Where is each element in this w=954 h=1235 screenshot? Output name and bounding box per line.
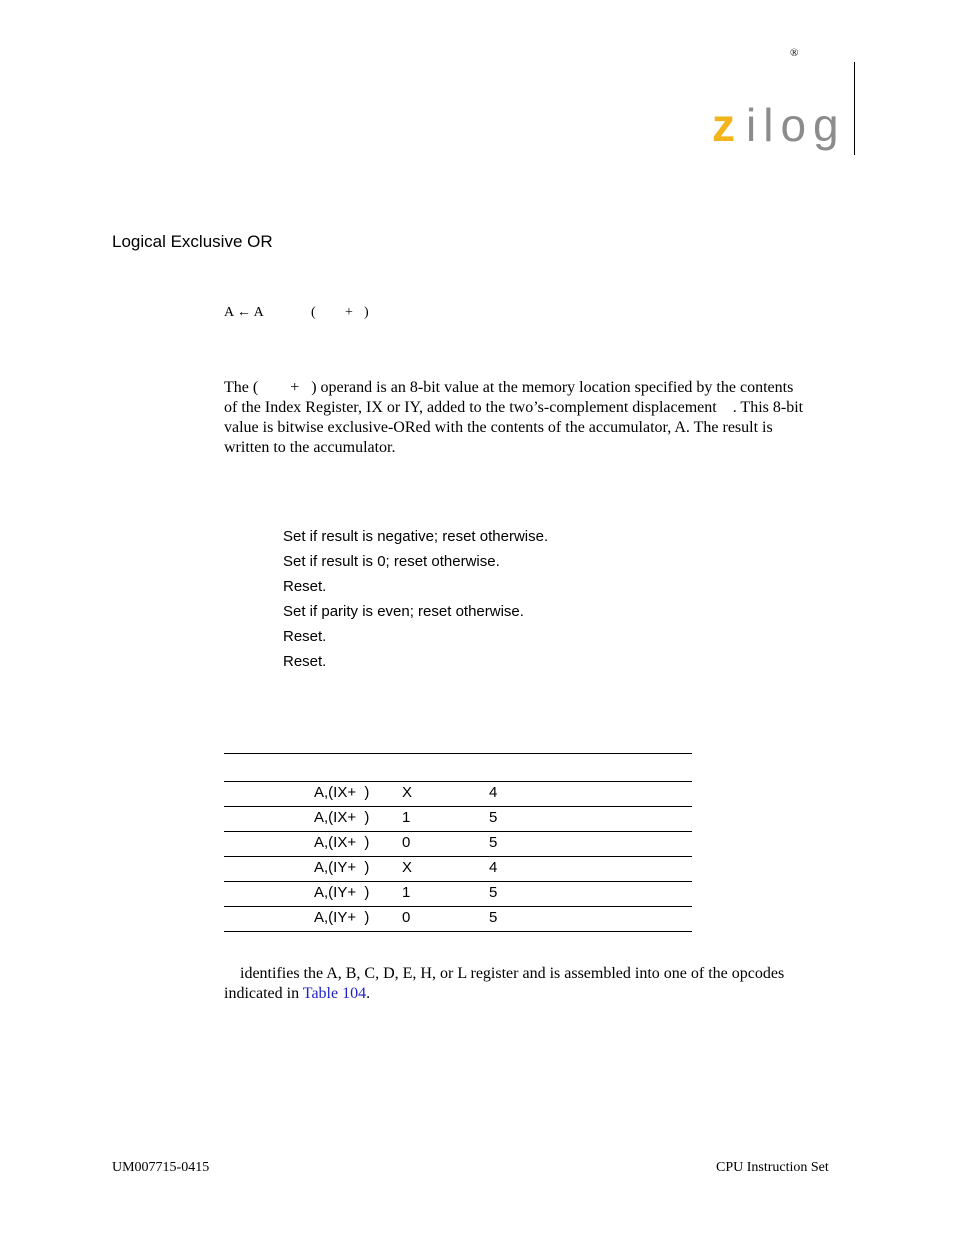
table-row-rule (224, 806, 692, 807)
table-row-rule (224, 906, 692, 907)
description-line: The ( + ) operand is an 8-bit value at the memory location specified by the contents (224, 379, 794, 396)
table-row-rule (224, 856, 692, 857)
zilog-logo (712, 104, 848, 160)
description-line: value is bitwise exclusive-ORed with the contents of the accumulator, A. The result is (224, 419, 773, 436)
table-top-rule (224, 753, 692, 754)
table-cell: 0 (402, 834, 411, 851)
operand-cell: A,(IY+ ) (314, 909, 370, 926)
description-line: of the Index Register, IX or IY, added to the two’s-complement displacement . This 8-bit (224, 399, 804, 416)
operation-lhs: A ← A (224, 305, 264, 320)
table-cell: 5 (489, 884, 498, 901)
operand-cell: A,(IY+ ) (314, 884, 370, 901)
table-cell: 5 (489, 834, 498, 851)
table-cell: 4 (489, 859, 498, 876)
table-cell: X (402, 859, 413, 876)
description-paragraph (224, 378, 840, 458)
table-cell: X (402, 784, 413, 801)
table-row-rule (224, 831, 692, 832)
table-header-rule (224, 781, 692, 782)
note-line (224, 984, 840, 1004)
table-cell: 1 (402, 884, 411, 901)
flag-description: Set if parity is even; reset otherwise. (283, 603, 524, 620)
table-cell: 0 (402, 909, 411, 926)
flag-description: Reset. (283, 578, 327, 595)
flag-description: Set if result is 0; reset otherwise. (283, 553, 500, 570)
operation-paren-open: ( (311, 305, 316, 320)
table-bottom-rule (224, 931, 692, 932)
header-rule (854, 62, 855, 155)
operand-cell: A,(IY+ ) (314, 859, 370, 876)
operand-cell: A,(IX+ ) (314, 834, 370, 851)
document-number: UM007715-0415 (112, 1160, 210, 1175)
flag-description: Reset. (283, 628, 327, 645)
chapter-title: CPU Instruction Set (716, 1160, 829, 1175)
operand-cell: A,(IX+ ) (314, 784, 370, 801)
operand-cell: A,(IX+ ) (314, 809, 370, 826)
table-row-rule (224, 881, 692, 882)
registered-mark: ® (790, 47, 799, 59)
operation-paren-close: ) (364, 305, 369, 320)
note-suffix: . (366, 985, 371, 1002)
flag-description: Reset. (283, 653, 327, 670)
svg-text:z: z (712, 104, 735, 151)
register-note (224, 964, 840, 1004)
table-cell: 5 (489, 809, 498, 826)
svg-text:ilog: ilog (746, 104, 846, 151)
table-cell: 5 (489, 909, 498, 926)
note-line: identifies the A, B, C, D, E, H, or L register and is assembled into one of the opcodes (224, 965, 785, 982)
table-104-link[interactable]: Table 104 (302, 985, 367, 1002)
note-prefix: indicated in (224, 985, 303, 1002)
section-title: Logical Exclusive OR (112, 232, 273, 251)
table-cell: 1 (402, 809, 411, 826)
operation-plus: + (345, 305, 353, 320)
table-cell: 4 (489, 784, 498, 801)
description-line: written to the accumulator. (224, 439, 396, 456)
flag-description: Set if result is negative; reset otherwise. (283, 528, 549, 545)
